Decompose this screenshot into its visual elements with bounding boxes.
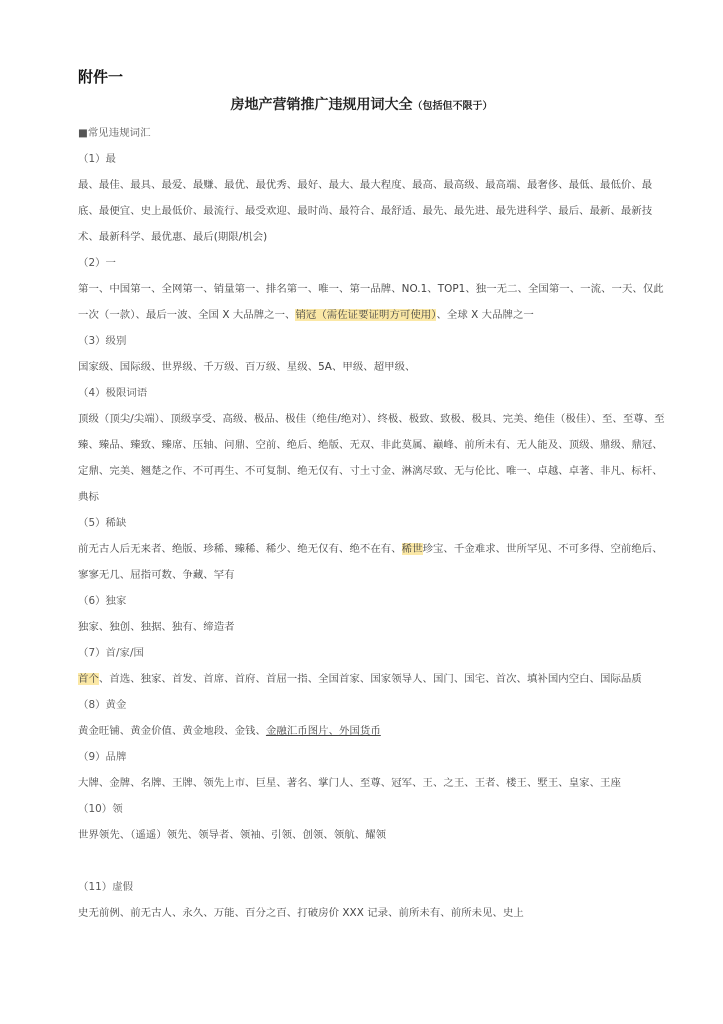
document-title bbox=[0, 94, 723, 114]
section-9-text: 大牌、金牌、名牌、王牌、领先上市、巨星、著名、掌门人、至尊、冠军、王、之王、王者、楼王、墅王、皇家、王座 bbox=[78, 777, 621, 789]
section-2-line-1: 第一、中国第一、全网第一、销量第一、排名第一、唯一、第一品牌、NO.1、TOP1、独一无二、全国第一、一流、一天、仅此 bbox=[78, 283, 664, 295]
section-7-text bbox=[78, 666, 668, 692]
section-5-text-before: 前无古人后无来者、绝版、珍稀、臻稀、稀少、绝无仅有、绝不在有、 bbox=[78, 543, 402, 555]
section-heading-9: （9）品牌 bbox=[78, 751, 127, 763]
section-2-line-2 bbox=[78, 302, 668, 328]
title-note: （包括但不限于） bbox=[412, 101, 493, 112]
section-10-text: 世界领先、（遥遥）领先、领导者、领袖、引领、创领、领航、耀领 bbox=[78, 829, 387, 841]
section-8-text bbox=[78, 718, 668, 744]
section-2-text-after: 、全球 X 大品牌之一 bbox=[436, 309, 534, 321]
section-1-line-3: 术、最新科学、最优惠、最后(期限/机会) bbox=[78, 231, 268, 243]
section-8-text-before: 黄金旺铺、黄金价值、黄金地段、金钱、 bbox=[78, 725, 266, 737]
section-5-text bbox=[78, 536, 668, 588]
section-6-text: 独家、独创、独据、独有、缔造者 bbox=[78, 621, 235, 633]
section-heading-8: （8）黄金 bbox=[78, 699, 127, 711]
blank-line bbox=[78, 848, 668, 874]
section-2-text-before: 一次（一款）、最后一波、全国 X 大品牌之一、 bbox=[78, 309, 296, 321]
section-3-text: 国家级、国际级、世界级、千万级、百万级、星级、5A、甲级、超甲级、 bbox=[78, 361, 416, 373]
section-heading-11: （11）虚假 bbox=[78, 881, 134, 893]
section-heading-1: （1）最 bbox=[78, 153, 116, 165]
document-body bbox=[78, 120, 668, 926]
intro-heading: ■常见违规词汇 bbox=[78, 127, 151, 139]
section-4-text: 顶级（顶尖/尖端）、顶级享受、高级、极品、极佳（绝佳/绝对）、终极、极致、致极、极具、完美、绝佳（极佳）、至、至尊、至臻、臻品、臻致、臻席、压轴、问鼎、空前、绝后、绝版、无双、非此莫属、巅峰、前所未有、无人能及、顶级、鼎级、鼎冠、定鼎、完美、翘楚之作、不可再生、不可复制、绝无仅有、寸土寸金、淋漓尽致、无与伦比、唯一、卓越、卓著、非凡、标杆、典标 bbox=[78, 413, 665, 503]
section-heading-5: （5）稀缺 bbox=[78, 517, 127, 529]
attachment-label: 附件一 bbox=[78, 68, 124, 86]
highlighted-term: 销冠（需佐证要证明方可使用） bbox=[295, 309, 437, 321]
section-1-line-2: 底、最便宜、史上最低价、最流行、最受欢迎、最时尚、最符合、最舒适、最先、最先进、最先进科学、最后、最新、最新技 bbox=[78, 205, 653, 217]
highlighted-term: 稀世 bbox=[401, 543, 423, 555]
highlighted-term: 首个 bbox=[78, 673, 99, 685]
section-heading-6: （6）独家 bbox=[78, 595, 127, 607]
section-heading-4: （4）极限词语 bbox=[78, 387, 148, 399]
title-main: 房地产营销推广违规用词大全 bbox=[230, 97, 413, 113]
section-heading-10: （10）领 bbox=[78, 803, 123, 815]
section-11-text: 史无前例、前无古人、永久、万能、百分之百、打破房价 XXX 记录、前所未有、前所未见、史上 bbox=[78, 907, 524, 919]
section-heading-7: （7）首/家/国 bbox=[78, 647, 144, 659]
section-1-line-1: 最、最佳、最具、最爱、最赚、最优、最优秀、最好、最大、最大程度、最高、最高级、最高端、最奢侈、最低、最低价、最 bbox=[78, 179, 653, 191]
section-7-text-after: 、首选、独家、首发、首席、首府、首屈一指、全国首家、国家领导人、国门、国宅、首次、填补国内空白、国际品质 bbox=[98, 673, 642, 685]
section-heading-2: （2）一 bbox=[78, 257, 116, 269]
underlined-term: 金融汇币图片、外国货币 bbox=[265, 725, 381, 737]
section-5-text-after: 珍宝、千金难求、世所罕见、不可多得、空前绝后、寥寥无几、屈指可数、争藏、罕有 bbox=[78, 543, 663, 581]
section-heading-3: （3）级别 bbox=[78, 335, 127, 347]
